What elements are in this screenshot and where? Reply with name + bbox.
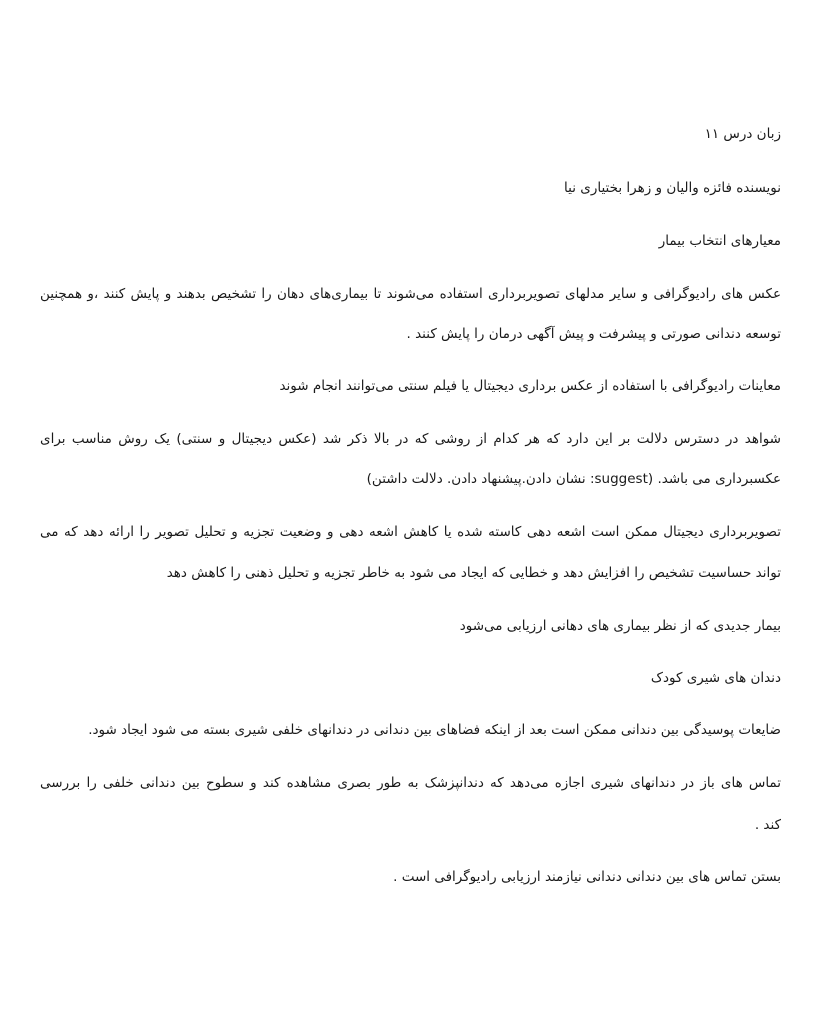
paragraph-6-line-1: دندان های شیری کودک bbox=[650, 670, 781, 686]
paragraph-1-line-1: عکس های رادیوگرافی و سایر مدلهای تصویربرداری استفاده می‌شوند تا بیماری‌های دهان را تشخیص بدهند و پایش کنند ،و همچنین bbox=[40, 286, 781, 302]
paragraph-2-line-1: معاینات رادیوگرافی با استفاده از عکس برداری دیجیتال یا فیلم سنتی می‌توانند انجام شوند bbox=[279, 378, 781, 394]
paragraph-3-line-2: عکسبرداری می باشد. (suggest: نشان دادن.پیشنهاد دادن. دلالت داشتن) bbox=[366, 471, 781, 487]
paragraph-8-line-1: تماس های باز در دندانهای شیری اجازه می‌دهد که دندانپزشک به طور بصری مشاهده کند و سطوح بین دندانی خلفی را بررسی bbox=[40, 775, 781, 791]
document-title: زبان درس ۱۱ bbox=[704, 126, 781, 142]
paragraph-8-line-2: کند . bbox=[754, 817, 781, 833]
authors-line: نویسنده فائزه والیان و زهرا بختیاری نیا bbox=[564, 180, 781, 196]
paragraph-1-line-2: توسعه دندانی صورتی و پیشرفت و پیش آگهی درمان را پایش کنند . bbox=[406, 326, 781, 342]
section-heading: معیارهای انتخاب بیمار bbox=[658, 233, 781, 249]
paragraph-4-line-2: تواند حساسیت تشخیص را افزایش دهد و خطایی که ایجاد می شود به خاطر تجزیه و تحلیل ذهنی را کاهش دهد bbox=[166, 565, 781, 581]
paragraph-5-line-1: بیمار جدیدی که از نظر بیماری های دهانی ارزیابی می‌شود bbox=[459, 618, 781, 634]
paragraph-7-line-1: ضایعات پوسیدگی بین دندانی ممکن است بعد از اینکه فضاهای بین دندانی در دندانهای خلفی شیری بسته می شود ایجاد شود. bbox=[88, 722, 781, 738]
paragraph-3-line-1: شواهد در دسترس دلالت بر این دارد که هر کدام از روشی که در بالا ذکر شد (عکس دیجیتال و سنتی) یک روش مناسب برای bbox=[40, 431, 781, 447]
paragraph-9-line-1: بستن تماس های بین دندانی دندانی نیازمند ارزیابی رادیوگرافی است . bbox=[393, 869, 781, 885]
paragraph-4-line-1: تصویربرداری دیجیتال ممکن است اشعه دهی کاسته شده یا کاهش اشعه دهی و وضعیت تجزیه و تحلیل تصویر را ارائه دهد که می bbox=[40, 524, 781, 540]
